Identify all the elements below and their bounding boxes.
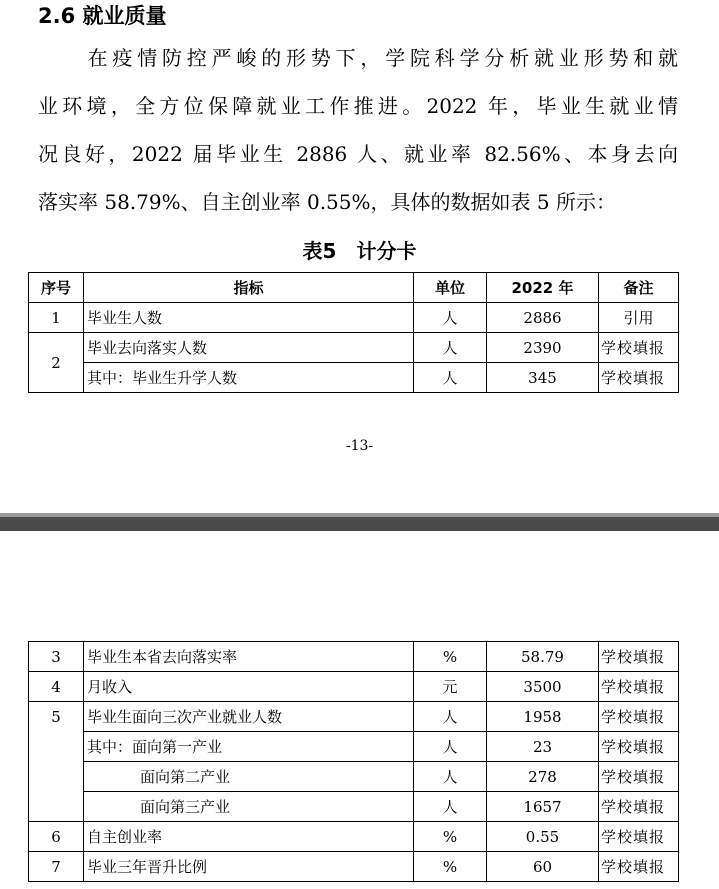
- unit-cell: %: [414, 852, 487, 882]
- row-number: 1: [29, 303, 84, 333]
- indicator-cell: 毕业生人数: [84, 303, 414, 333]
- value-cell: 1958: [487, 702, 599, 732]
- table-row: [29, 672, 679, 702]
- table-row: [29, 702, 679, 732]
- paragraph-line: 业环境，全方位保障就业工作推进。2022 年，毕业生就业情: [38, 94, 678, 118]
- scorecard-table-part1: [28, 272, 679, 393]
- page-number: -13-: [345, 438, 374, 454]
- table-row: [29, 642, 679, 672]
- unit-cell: %: [414, 822, 487, 852]
- note-cell: 学校填报: [599, 792, 679, 822]
- note-cell: 学校填报: [599, 702, 679, 732]
- table-row: [29, 333, 679, 363]
- section-heading: 2.6 就业质量: [38, 4, 167, 28]
- note-cell: 学校填报: [599, 363, 679, 393]
- indicator-cell: 毕业去向落实人数: [84, 333, 414, 363]
- note-cell: 学校填报: [599, 672, 679, 702]
- table-row: [29, 363, 679, 393]
- header-cell: 备注: [599, 273, 679, 303]
- value-cell: 278: [487, 762, 599, 792]
- scorecard-table-part2: [28, 641, 679, 882]
- unit-cell: 人: [414, 702, 487, 732]
- value-cell: 345: [487, 363, 599, 393]
- indicator-cell: 毕业生本省去向落实率: [84, 642, 414, 672]
- unit-cell: %: [414, 642, 487, 672]
- unit-cell: 人: [414, 363, 487, 393]
- row-number: 2: [29, 333, 84, 393]
- paragraph-line: 况良好，2022 届毕业生 2886 人、就业率 82.56%、本身去向: [38, 142, 678, 166]
- unit-cell: 元: [414, 672, 487, 702]
- row-number: 7: [29, 852, 84, 882]
- value-cell: 1657: [487, 792, 599, 822]
- indicator-cell: 面向第三产业: [84, 792, 414, 822]
- indicator-cell: 面向第二产业: [84, 762, 414, 792]
- table-row: [29, 822, 679, 852]
- indicator-cell: 月收入: [84, 672, 414, 702]
- unit-cell: 人: [414, 762, 487, 792]
- note-cell: 学校填报: [599, 732, 679, 762]
- value-cell: 2886: [487, 303, 599, 333]
- body-paragraph: [38, 34, 678, 226]
- note-cell: 学校填报: [599, 852, 679, 882]
- paragraph-line: 落实率 58.79%、自主创业率 0.55%，具体的数据如表 5 所示：: [38, 190, 616, 214]
- row-number: 4: [29, 672, 84, 702]
- indicator-cell: 其中：毕业生升学人数: [84, 363, 414, 393]
- header-cell: 单位: [414, 273, 487, 303]
- note-cell: 学校填报: [599, 822, 679, 852]
- table-header-row: [29, 273, 679, 303]
- note-cell: 引用: [599, 303, 679, 333]
- indicator-cell: 其中：面向第一产业: [84, 732, 414, 762]
- value-cell: 3500: [487, 672, 599, 702]
- table-row: [29, 732, 679, 762]
- value-cell: 60: [487, 852, 599, 882]
- row-number: 5: [29, 702, 84, 822]
- header-cell: 序号: [29, 273, 84, 303]
- indicator-cell: 毕业三年晋升比例: [84, 852, 414, 882]
- page-separator: [0, 517, 719, 531]
- header-cell: 指标: [84, 273, 414, 303]
- row-number: 3: [29, 642, 84, 672]
- row-number: 6: [29, 822, 84, 852]
- value-cell: 0.55: [487, 822, 599, 852]
- table-row: [29, 792, 679, 822]
- header-cell: 2022 年: [487, 273, 599, 303]
- value-cell: 2390: [487, 333, 599, 363]
- unit-cell: 人: [414, 333, 487, 363]
- indicator-cell: 自主创业率: [84, 822, 414, 852]
- table-caption: 表5 计分卡: [302, 239, 417, 263]
- indicator-cell: 毕业生面向三次产业就业人数: [84, 702, 414, 732]
- note-cell: 学校填报: [599, 333, 679, 363]
- table-row: [29, 852, 679, 882]
- unit-cell: 人: [414, 732, 487, 762]
- value-cell: 23: [487, 732, 599, 762]
- table-row: [29, 762, 679, 792]
- value-cell: 58.79: [487, 642, 599, 672]
- unit-cell: 人: [414, 303, 487, 333]
- unit-cell: 人: [414, 792, 487, 822]
- note-cell: 学校填报: [599, 762, 679, 792]
- note-cell: 学校填报: [599, 642, 679, 672]
- paragraph-line: 在疫情防控严峻的形势下，学院科学分析就业形势和就: [38, 46, 678, 70]
- table-row: [29, 303, 679, 333]
